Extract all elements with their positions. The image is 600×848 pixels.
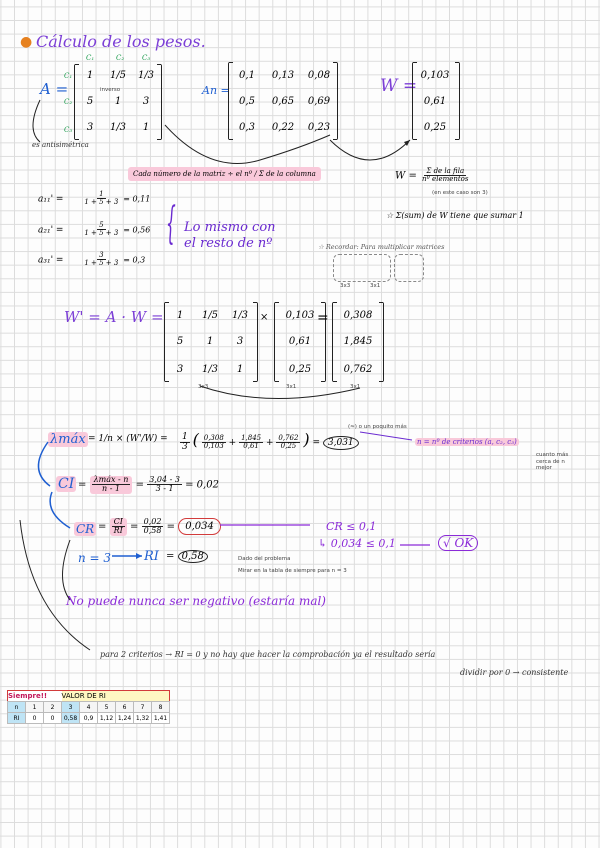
lambda-term-den: 0,103	[203, 442, 224, 450]
page-title: Cálculo de los pesos.	[36, 32, 206, 51]
a-calc-den: 1 + 5 + 3	[84, 259, 119, 268]
matrix-a-row-label: C₂	[64, 98, 73, 106]
cr-result: 0,034	[178, 518, 221, 535]
a-calc-result: = 0,56	[123, 225, 151, 235]
a-calc-den: 1 + 5 + 3	[84, 198, 119, 207]
ri-table-n: 6	[116, 702, 134, 713]
cr-check-2: ↳ 0,034 ≤ 0,1	[318, 537, 396, 550]
mini-size: 3x1	[370, 283, 381, 289]
lo-mismo-2: el resto de nº	[184, 236, 273, 251]
lambda-frac-num: 1	[182, 431, 188, 442]
inverso-note: inverso	[100, 87, 121, 93]
ri-value: = 0,58	[166, 551, 208, 562]
negativo-note: No puede nunca ser negativo (estaría mal)	[66, 594, 326, 608]
cada-numero-note: Cada número de la matriz ÷ el nº / Σ de la columna	[128, 167, 321, 181]
ri-table-n: 8	[152, 702, 170, 713]
matrix-an-cell: 0,65	[271, 96, 295, 107]
ri-table-siempre: Siempre!!	[8, 692, 48, 700]
lambda-result: 3,031	[323, 436, 359, 450]
suma-note: ☆ Σ(sum) de W tiene que sumar 1	[386, 211, 524, 220]
w-prime-a-cell: 3	[236, 336, 244, 347]
matrix-an-label: An =	[202, 84, 230, 97]
lambda-term-den: 0,25	[280, 442, 297, 450]
cr-expr: = $\frac{CI}{RI}$ = $\frac{0,02}{0,58}$ = 0,034	[98, 518, 221, 536]
equals-sign: =	[317, 310, 329, 326]
matrix-a-row-label: C₁	[64, 72, 73, 80]
w-prime-w-cell: 0,25	[288, 364, 312, 375]
ri-table-ri: 0	[44, 713, 62, 724]
ri-table-header: VALOR DE RI	[62, 691, 170, 702]
title-bullet: ●	[20, 34, 33, 50]
w-formula-num: Σ de la fila	[426, 167, 465, 175]
matrix-an-cell: 0,3	[239, 122, 255, 133]
a-calc-num: 3	[99, 251, 104, 259]
ri-table-n: 5	[98, 702, 116, 713]
a-calc-num: 5	[99, 221, 104, 229]
w-prime-size: 3x1	[350, 384, 361, 390]
matrix-w-cell: 0,61	[423, 96, 447, 107]
matrix-an-cell: 0,69	[307, 96, 331, 107]
arrow-sizes	[200, 386, 360, 399]
w-prime-a-cell: 1	[176, 310, 184, 321]
lambda-n-note: n = nº de criterios (a, c₂, c₃)	[417, 438, 517, 446]
lambda-term-den: 0,61	[243, 442, 259, 450]
ri-table-ri: 0,9	[80, 713, 98, 724]
lo-mismo-1: Lo mismo con	[184, 220, 276, 235]
ri-table-n: 1	[26, 702, 44, 713]
ci-result: = 0,02	[185, 479, 219, 491]
arrow-antisimetrica	[33, 100, 40, 142]
matrix-a-col-label: C₁	[86, 54, 95, 62]
ri-table-ri: 1,32	[134, 713, 152, 724]
arrow-head	[136, 553, 142, 559]
w-prime-a-cell: 3	[176, 364, 184, 375]
w-prime-a-cell: 1/3	[231, 310, 249, 321]
w-prime-result-cell: 0,308	[343, 310, 373, 321]
arrow-para2	[20, 520, 90, 650]
lambda-term-num: 1,845	[241, 433, 262, 442]
matrix-an-cell: 0,5	[239, 96, 255, 107]
arrow-a-to-an	[165, 125, 330, 163]
arrow-an-to-w	[330, 140, 410, 160]
lambda-cuanto-note: cuanto más cerca de n mejor	[536, 452, 569, 472]
matrix-a-cell: 1	[142, 122, 150, 133]
ci-den2: 3 - 1	[155, 484, 174, 494]
arrow-lambda-note	[360, 432, 412, 440]
matrix-a-cell: 3	[142, 96, 150, 107]
para-2-line-2: dividir por 0 → consistente	[460, 668, 569, 677]
matrix-a-label: A =	[40, 80, 69, 98]
cr-ok-badge: √ OK	[438, 535, 478, 551]
ri-note-1: Dado del problema	[238, 556, 291, 562]
matrix-a-cell: 1/5	[109, 70, 127, 81]
w-prime-a-cell: 1/3	[201, 364, 219, 375]
para-2-line-1: para 2 criterios → RI = 0 y no hay que hacer la comprobación ya el resultado sería	[100, 650, 436, 659]
lambda-frac-den: 3	[182, 442, 188, 452]
matrix-an-cell: 0,08	[307, 70, 331, 81]
w-prime-result-cell: 1,845	[343, 336, 373, 347]
w-prime-size: 3x1	[286, 384, 297, 390]
cr-den: RI	[113, 526, 123, 536]
w-formula-den: nº elementos	[422, 175, 469, 184]
ci-num2: 3,04 - 3	[149, 475, 180, 484]
cr-den2: 0,58	[143, 526, 162, 536]
cr-num: CI	[113, 517, 123, 526]
ri-table-n: 2	[44, 702, 62, 713]
ri-table-ri: 1,41	[152, 713, 170, 724]
ri-label: RI	[144, 549, 159, 564]
ci-expr: = $\frac{\text{λmáx - n}}{n - 1}$ = $\frac{3,04 - 3}{3 - 1}$ = 0,02	[78, 475, 219, 494]
lambda-term-num: 0,762	[278, 433, 299, 442]
ri-table-n-label: n	[8, 702, 26, 713]
ci-num: λmáx - n	[93, 475, 129, 484]
a-calc-num: 1	[99, 190, 104, 198]
a-calc-label: a₁₁' =	[38, 194, 64, 205]
a-calc-result: = 0,3	[123, 255, 146, 265]
w-prime-w-cell: 0,103	[285, 310, 315, 321]
ci-label: CI	[58, 476, 75, 492]
matrix-a-row-label: C₃	[64, 126, 73, 134]
ri-table-ri: 0	[26, 713, 44, 724]
w-prime-a-cell: 1	[236, 364, 244, 375]
w-prime-lhs: W' = A · W =	[64, 308, 164, 326]
w-prime-a-cell: 1/5	[201, 310, 219, 321]
matrix-a-cell: 3	[86, 122, 94, 133]
arrow-lambda-ci	[38, 442, 50, 486]
lambda-term-num: 0,308	[203, 433, 224, 442]
ri-table-n: 7	[134, 702, 152, 713]
ri-table-ri: 1,12	[98, 713, 116, 724]
ri-table-n: 4	[80, 702, 98, 713]
w-prime-size: 3x3	[198, 384, 209, 390]
mini-size: 3x3	[340, 283, 351, 289]
lambda-computation: $\frac{1}{3}$ ( $\frac{0,308}{0,103}$ + $\frac{1,845}{0,61}$ + $\frac{0,762}{0,25}$ ) = 3,031	[180, 430, 359, 452]
matrix-w-cell: 0,103	[420, 70, 450, 81]
matrix-w-cell: 0,25	[423, 122, 447, 133]
matrix-an-cell: 0,1	[239, 70, 255, 81]
times-sign: ×	[260, 312, 269, 323]
w-prime-result-cell: 0,762	[343, 364, 373, 375]
lambda-label: λmáx	[50, 432, 86, 447]
ci-den: n - 1	[102, 484, 121, 494]
matrix-w-label: W =	[380, 76, 418, 96]
matrix-an-cell: 0,23	[307, 122, 331, 133]
matrix-an-cell: 0,13	[271, 70, 295, 81]
matrix-a-cell: 1/3	[137, 70, 155, 81]
n-eq: n = 3	[78, 551, 112, 565]
w-formula-lhs: W =	[395, 170, 417, 182]
ri-table-ri-label: RI	[8, 713, 26, 724]
w-prime-a-cell: 5	[176, 336, 184, 347]
cr-num2: 0,02	[143, 517, 162, 526]
ri-table-ri: 1,24	[116, 713, 134, 724]
a-calc-result: = 0,11	[123, 194, 151, 204]
a-calc-label: a₃₁' =	[38, 255, 64, 266]
cr-label: CR	[76, 522, 95, 536]
recordar-note: ☆ Recordar: Para multiplicar matrices	[318, 243, 445, 251]
matrix-an-cell: 0,22	[271, 122, 295, 133]
matrix-a-cell: 1	[114, 96, 122, 107]
ri-value-circle: 0,58	[178, 550, 208, 563]
lambda-expr: = 1/n × (W'/W) =	[88, 434, 168, 444]
matrix-a-col-label: C₂	[116, 54, 125, 62]
w-prime-w-cell: 0,61	[288, 336, 312, 347]
cr-check-1: CR ≤ 0,1	[326, 520, 377, 533]
w-formula-sub: (en este caso son 3)	[432, 190, 488, 196]
a-calc-label: a₂₁' =	[38, 225, 64, 236]
ri-note-2: Mirar en la tabla de siempre para n = 3	[238, 568, 347, 574]
ri-table-n: 3	[62, 702, 80, 713]
curly-brace: {	[166, 198, 176, 249]
a-calc-den: 1 + 5 + 3	[84, 229, 119, 238]
antisimetrica-note: es antisimétrica	[32, 141, 89, 149]
arrow-negativo	[63, 540, 71, 600]
w-prime-a-cell: 1	[206, 336, 214, 347]
arrow-ci-cr	[50, 492, 70, 528]
matrix-a-cell: 1/3	[109, 122, 127, 133]
matrix-a-cell: 1	[86, 70, 94, 81]
matrix-a-col-label: C₃	[142, 54, 151, 62]
matrix-a-cell: 5	[86, 96, 94, 107]
ri-table-ri: 0,58	[62, 713, 80, 724]
lambda-aprox-note: (≈) o un poquito más	[348, 424, 407, 430]
